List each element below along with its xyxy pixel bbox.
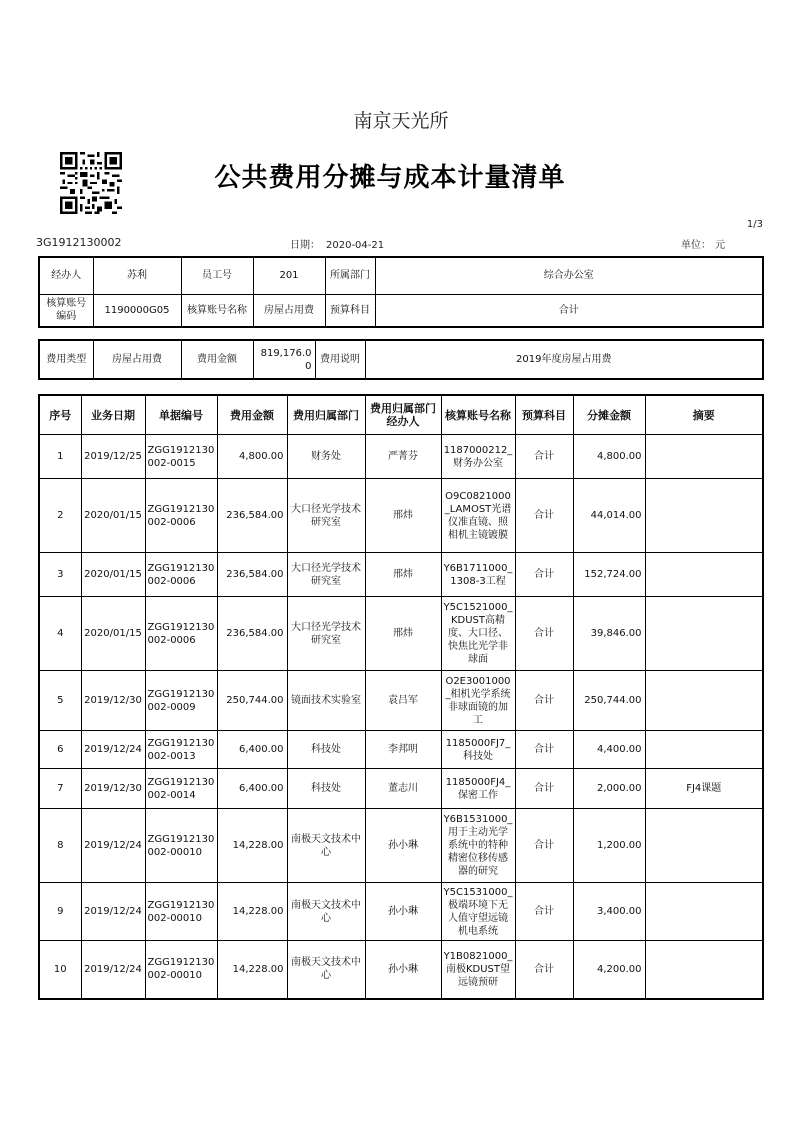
row-number: 5 bbox=[39, 671, 81, 731]
table-body bbox=[39, 435, 763, 999]
remark bbox=[645, 671, 763, 731]
remark bbox=[645, 809, 763, 883]
account-name: O2E3001000_相机光学系统非球面镜的加工 bbox=[441, 671, 515, 731]
department-handler: 邢炜 bbox=[365, 597, 441, 671]
row-number: 8 bbox=[39, 809, 81, 883]
handler-value: 苏利 bbox=[93, 257, 181, 294]
info-table bbox=[38, 256, 764, 328]
document-number: 3G1912130002 bbox=[36, 236, 122, 249]
remark bbox=[645, 597, 763, 671]
allocated-amount: 4,800.00 bbox=[573, 435, 645, 479]
account-name: Y1B0821000_南极KDUST望远镜预研 bbox=[441, 941, 515, 999]
expense-amount: 250,744.00 bbox=[217, 671, 287, 731]
page-number: 1/3 bbox=[746, 219, 763, 230]
budget-item: 合计 bbox=[515, 671, 573, 731]
fee-type-label: 费用类型 bbox=[39, 340, 93, 379]
allocated-amount: 2,000.00 bbox=[573, 769, 645, 809]
department-handler: 董志川 bbox=[365, 769, 441, 809]
owner-department: 大口径光学技术研究室 bbox=[287, 553, 365, 597]
account-name: Y5C1521000_KDUST高精度、大口径、快焦比光学非球面 bbox=[441, 597, 515, 671]
column-header: 核算账号名称 bbox=[441, 395, 515, 435]
department-handler: 孙小琳 bbox=[365, 941, 441, 999]
allocated-amount: 152,724.00 bbox=[573, 553, 645, 597]
remark bbox=[645, 941, 763, 999]
remark bbox=[645, 731, 763, 769]
table-row bbox=[39, 883, 763, 941]
fee-desc-label: 费用说明 bbox=[315, 340, 365, 379]
acct-no-value: 1190000G05 bbox=[93, 294, 181, 327]
budget-item: 合计 bbox=[515, 769, 573, 809]
table-row bbox=[39, 671, 763, 731]
table-row bbox=[39, 435, 763, 479]
budget-value: 合计 bbox=[375, 294, 763, 327]
account-name: Y6B1531000_用于主动光学系统中的特种精密位移传感器的研究 bbox=[441, 809, 515, 883]
document-id: ZGG1912130002-0009 bbox=[145, 671, 217, 731]
table-row bbox=[39, 941, 763, 999]
expense-amount: 14,228.00 bbox=[217, 883, 287, 941]
table-row bbox=[39, 769, 763, 809]
allocated-amount: 250,744.00 bbox=[573, 671, 645, 731]
allocated-amount: 39,846.00 bbox=[573, 597, 645, 671]
business-date: 2020/01/15 bbox=[81, 553, 145, 597]
remark bbox=[645, 883, 763, 941]
account-name: Y5C1531000_极端环境下无人值守望远镜机电系统 bbox=[441, 883, 515, 941]
account-name: 1187000212_财务办公室 bbox=[441, 435, 515, 479]
account-name: Y6B1711000_1308-3工程 bbox=[441, 553, 515, 597]
department-handler: 李邦明 bbox=[365, 731, 441, 769]
budget-item: 合计 bbox=[515, 479, 573, 553]
allocation-table bbox=[38, 394, 764, 1000]
expense-amount: 236,584.00 bbox=[217, 597, 287, 671]
owner-department: 南极天文技术中心 bbox=[287, 941, 365, 999]
document-id: ZGG1912130002-0013 bbox=[145, 731, 217, 769]
budget-item: 合计 bbox=[515, 731, 573, 769]
dept-label: 所属部门 bbox=[325, 257, 375, 294]
department-handler: 袁吕军 bbox=[365, 671, 441, 731]
expense-amount: 14,228.00 bbox=[217, 941, 287, 999]
account-name: 1185000FJ4_保密工作 bbox=[441, 769, 515, 809]
owner-department: 大口径光学技术研究室 bbox=[287, 597, 365, 671]
allocated-amount: 3,400.00 bbox=[573, 883, 645, 941]
column-header: 费用金额 bbox=[217, 395, 287, 435]
staff-no-label: 员工号 bbox=[181, 257, 253, 294]
table-row bbox=[39, 597, 763, 671]
remark bbox=[645, 553, 763, 597]
acct-name-label: 核算账号名称 bbox=[181, 294, 253, 327]
row-number: 9 bbox=[39, 883, 81, 941]
document-title: 公共费用分摊与成本计量清单 bbox=[214, 163, 566, 193]
handler-label: 经办人 bbox=[39, 257, 93, 294]
expense-amount: 236,584.00 bbox=[217, 553, 287, 597]
row-number: 4 bbox=[39, 597, 81, 671]
remark bbox=[645, 479, 763, 553]
table-row bbox=[39, 553, 763, 597]
document-id: ZGG1912130002-00010 bbox=[145, 809, 217, 883]
table-row bbox=[39, 479, 763, 553]
owner-department: 科技处 bbox=[287, 769, 365, 809]
department-handler: 严菁芬 bbox=[365, 435, 441, 479]
business-date: 2019/12/24 bbox=[81, 941, 145, 999]
allocated-amount: 44,014.00 bbox=[573, 479, 645, 553]
business-date: 2019/12/24 bbox=[81, 809, 145, 883]
department-handler: 邢炜 bbox=[365, 479, 441, 553]
column-header: 费用归属部门经办人 bbox=[365, 395, 441, 435]
acct-name-value: 房屋占用费 bbox=[253, 294, 325, 327]
budget-item: 合计 bbox=[515, 597, 573, 671]
table-row bbox=[39, 731, 763, 769]
budget-item: 合计 bbox=[515, 883, 573, 941]
fee-amount-value: 819,176.00 bbox=[253, 340, 315, 379]
document-id: ZGG1912130002-00010 bbox=[145, 941, 217, 999]
budget-item: 合计 bbox=[515, 941, 573, 999]
owner-department: 科技处 bbox=[287, 731, 365, 769]
business-date: 2019/12/30 bbox=[81, 769, 145, 809]
dept-value: 综合办公室 bbox=[375, 257, 763, 294]
column-header: 序号 bbox=[39, 395, 81, 435]
allocated-amount: 1,200.00 bbox=[573, 809, 645, 883]
expense-amount: 236,584.00 bbox=[217, 479, 287, 553]
department-handler: 孙小琳 bbox=[365, 809, 441, 883]
date-field bbox=[290, 236, 384, 251]
remark: FJ4课题 bbox=[645, 769, 763, 809]
document-id: ZGG1912130002-0006 bbox=[145, 597, 217, 671]
row-number: 7 bbox=[39, 769, 81, 809]
row-number: 3 bbox=[39, 553, 81, 597]
business-date: 2019/12/24 bbox=[81, 883, 145, 941]
table-row bbox=[39, 809, 763, 883]
row-number: 6 bbox=[39, 731, 81, 769]
document-id: ZGG1912130002-0015 bbox=[145, 435, 217, 479]
document-id: ZGG1912130002-00010 bbox=[145, 883, 217, 941]
account-name: O9C0821000_LAMOST光谱仪准直镜、照相机主镜镀膜 bbox=[441, 479, 515, 553]
document-id: ZGG1912130002-0006 bbox=[145, 553, 217, 597]
expense-amount: 6,400.00 bbox=[217, 769, 287, 809]
row-number: 10 bbox=[39, 941, 81, 999]
date-label: 日期： bbox=[290, 240, 320, 251]
unit-label: 单位： bbox=[681, 240, 711, 251]
department-handler: 孙小琳 bbox=[365, 883, 441, 941]
remark bbox=[645, 435, 763, 479]
business-date: 2019/12/24 bbox=[81, 731, 145, 769]
business-date: 2020/01/15 bbox=[81, 479, 145, 553]
business-date: 2019/12/25 bbox=[81, 435, 145, 479]
row-number: 1 bbox=[39, 435, 81, 479]
document-id: ZGG1912130002-0006 bbox=[145, 479, 217, 553]
allocated-amount: 4,400.00 bbox=[573, 731, 645, 769]
column-header: 费用归属部门 bbox=[287, 395, 365, 435]
fee-amount-label: 费用金额 bbox=[181, 340, 253, 379]
date-value: 2020-04-21 bbox=[326, 240, 385, 251]
column-header: 单据编号 bbox=[145, 395, 217, 435]
staff-no-value: 201 bbox=[253, 257, 325, 294]
owner-department: 南极天文技术中心 bbox=[287, 883, 365, 941]
business-date: 2020/01/15 bbox=[81, 597, 145, 671]
fee-table bbox=[38, 339, 764, 380]
budget-item: 合计 bbox=[515, 435, 573, 479]
fee-type-value: 房屋占用费 bbox=[93, 340, 181, 379]
fee-desc-value: 2019年度房屋占用费 bbox=[365, 340, 763, 379]
column-header: 分摊金额 bbox=[573, 395, 645, 435]
budget-label: 预算科目 bbox=[325, 294, 375, 327]
row-number: 2 bbox=[39, 479, 81, 553]
allocated-amount: 4,200.00 bbox=[573, 941, 645, 999]
org-name: 南京天光所 bbox=[353, 110, 449, 132]
unit-value: 元 bbox=[715, 240, 725, 251]
department-handler: 邢炜 bbox=[365, 553, 441, 597]
column-header: 预算科目 bbox=[515, 395, 573, 435]
expense-amount: 4,800.00 bbox=[217, 435, 287, 479]
business-date: 2019/12/30 bbox=[81, 671, 145, 731]
unit-field bbox=[681, 236, 725, 251]
qr-code bbox=[60, 152, 122, 214]
account-name: 1185000FJ7_科技处 bbox=[441, 731, 515, 769]
owner-department: 南极天文技术中心 bbox=[287, 809, 365, 883]
budget-item: 合计 bbox=[515, 553, 573, 597]
column-header: 摘要 bbox=[645, 395, 763, 435]
acct-no-label: 核算账号编码 bbox=[39, 294, 93, 327]
document-id: ZGG1912130002-0014 bbox=[145, 769, 217, 809]
owner-department: 镜面技术实验室 bbox=[287, 671, 365, 731]
owner-department: 大口径光学技术研究室 bbox=[287, 479, 365, 553]
budget-item: 合计 bbox=[515, 809, 573, 883]
column-header: 业务日期 bbox=[81, 395, 145, 435]
expense-amount: 14,228.00 bbox=[217, 809, 287, 883]
expense-amount: 6,400.00 bbox=[217, 731, 287, 769]
owner-department: 财务处 bbox=[287, 435, 365, 479]
